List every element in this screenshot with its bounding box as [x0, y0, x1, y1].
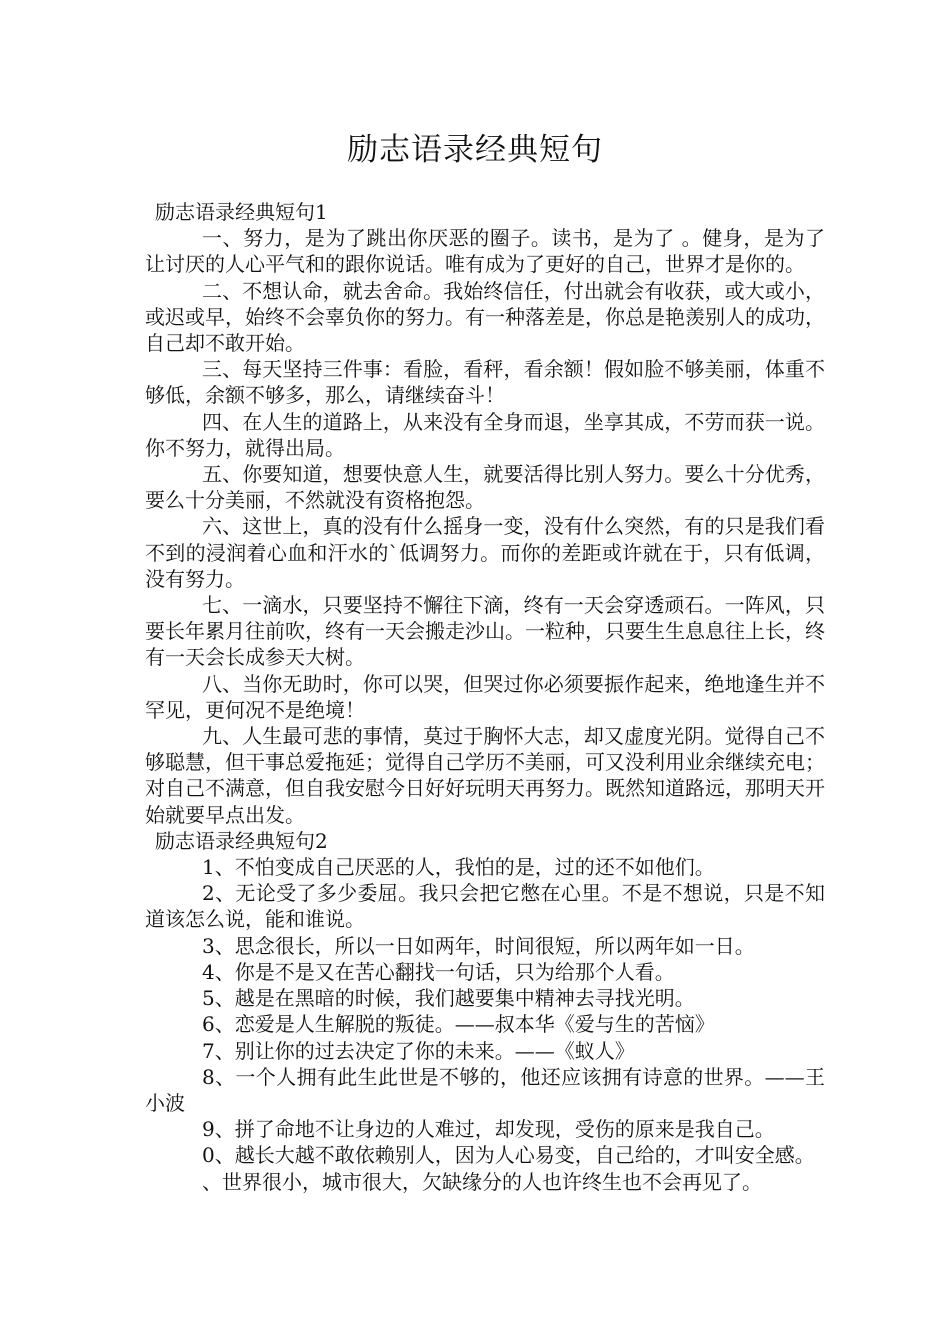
- paragraph: 3、思念很长，所以一日如两年，时间很短，所以两年如一日。: [202, 933, 755, 958]
- paragraph: 6、恋爱是人生解脱的叛徒。——叔本华《爱与生的苦恼》: [202, 1012, 715, 1037]
- section-1: [145, 199, 825, 828]
- paragraph: 5、越是在黑暗的时候，我们越要集中精神去寻找光明。: [202, 986, 695, 1011]
- paragraph: 一、努力，是为了跳出你厌恶的圈子。读书，是为了 。健身，是为了让讨厌的人心平气和的跟你说话。唯有成为了更好的自己，世界才是你的。: [145, 226, 825, 277]
- document-body: [145, 199, 825, 1195]
- document-title: 励志语录经典短句: [347, 132, 603, 168]
- paragraph: 2、无论受了多少委屈。我只会把它憋在心里。不是不想说，只是不知道该怎么说，能和谁说。: [145, 881, 825, 932]
- paragraph: 六、这世上，真的没有什么摇身一变，没有什么突然，有的只是我们看不到的浸润着心血和汗水的`低调努力。而你的差距或许就在于，只有低调，没有努力。: [145, 514, 825, 591]
- section-heading: 励志语录经典短句2: [155, 828, 328, 853]
- paragraph: 二、不想认命，就去舍命。我始终信任，付出就会有收获，或大或小，或迟或早，始终不会辜负你的努力。有一种落差是，你总是艳羡别人的成功，自己却不敢开始。: [145, 278, 825, 356]
- paragraph: 三、每天坚持三件事：看脸，看秤，看余额！假如脸不够美丽，体重不够低，余额不够多，那么，请继续奋斗！: [145, 357, 825, 408]
- paragraph: 8、一个人拥有此生此世是不够的，他还应该拥有诗意的世界。——王小波: [145, 1064, 825, 1115]
- paragraph: 五、你要知道，想要快意人生，就要活得比别人努力。要么十分优秀，要么十分美丽，不然就没有资格抱怨。: [145, 462, 825, 513]
- paragraph: 4、你是不是又在苦心翻找一句话，只为给那个人看。: [202, 959, 675, 984]
- section-2: [145, 828, 825, 1195]
- section-heading: 励志语录经典短句1: [155, 200, 328, 224]
- paragraph: 9、拼了命地不让身边的人难过，却发现，受伤的原来是我自己。: [202, 1117, 775, 1142]
- paragraph: 七、一滴水，只要坚持不懈往下滴，终有一天会穿透顽石。一阵风，只要长年累月往前吹，终有一天会搬走沙山。一粒种，只要生生息息往上长，终有一天会长成参天大树。: [145, 593, 825, 670]
- paragraph: 九、人生最可悲的事情，莫过于胸怀大志，却又虚度光阴。觉得自己不够聪慧，但干事总爱拖延；觉得自己学历不美丽，可又没利用业余继续充电；对自己不满意，但自我安慰今日好好玩明天再努力。既然知道路远，那明天开始就要早点出发。: [145, 724, 825, 827]
- paragraph: 7、别让你的过去决定了你的未来。——《蚁人》: [202, 1038, 635, 1063]
- paragraph: 1、不怕变成自己厌恶的人，我怕的是，过的还不如他们。: [202, 855, 715, 880]
- paragraph: 0、越长大越不敢依赖别人，因为人心易变，自己给的，才叫安全感。: [202, 1143, 815, 1168]
- paragraph: 八、当你无助时，你可以哭，但哭过你必须要振作起来，绝地逢生并不罕见，更何况不是绝境！: [145, 671, 825, 722]
- paragraph: 、世界很小，城市很大，欠缺缘分的人也许终生也不会再见了。: [202, 1169, 762, 1194]
- paragraph: 四、在人生的道路上，从来没有全身而退，坐享其成，不劳而获一说。你不努力，就得出局。: [145, 409, 825, 460]
